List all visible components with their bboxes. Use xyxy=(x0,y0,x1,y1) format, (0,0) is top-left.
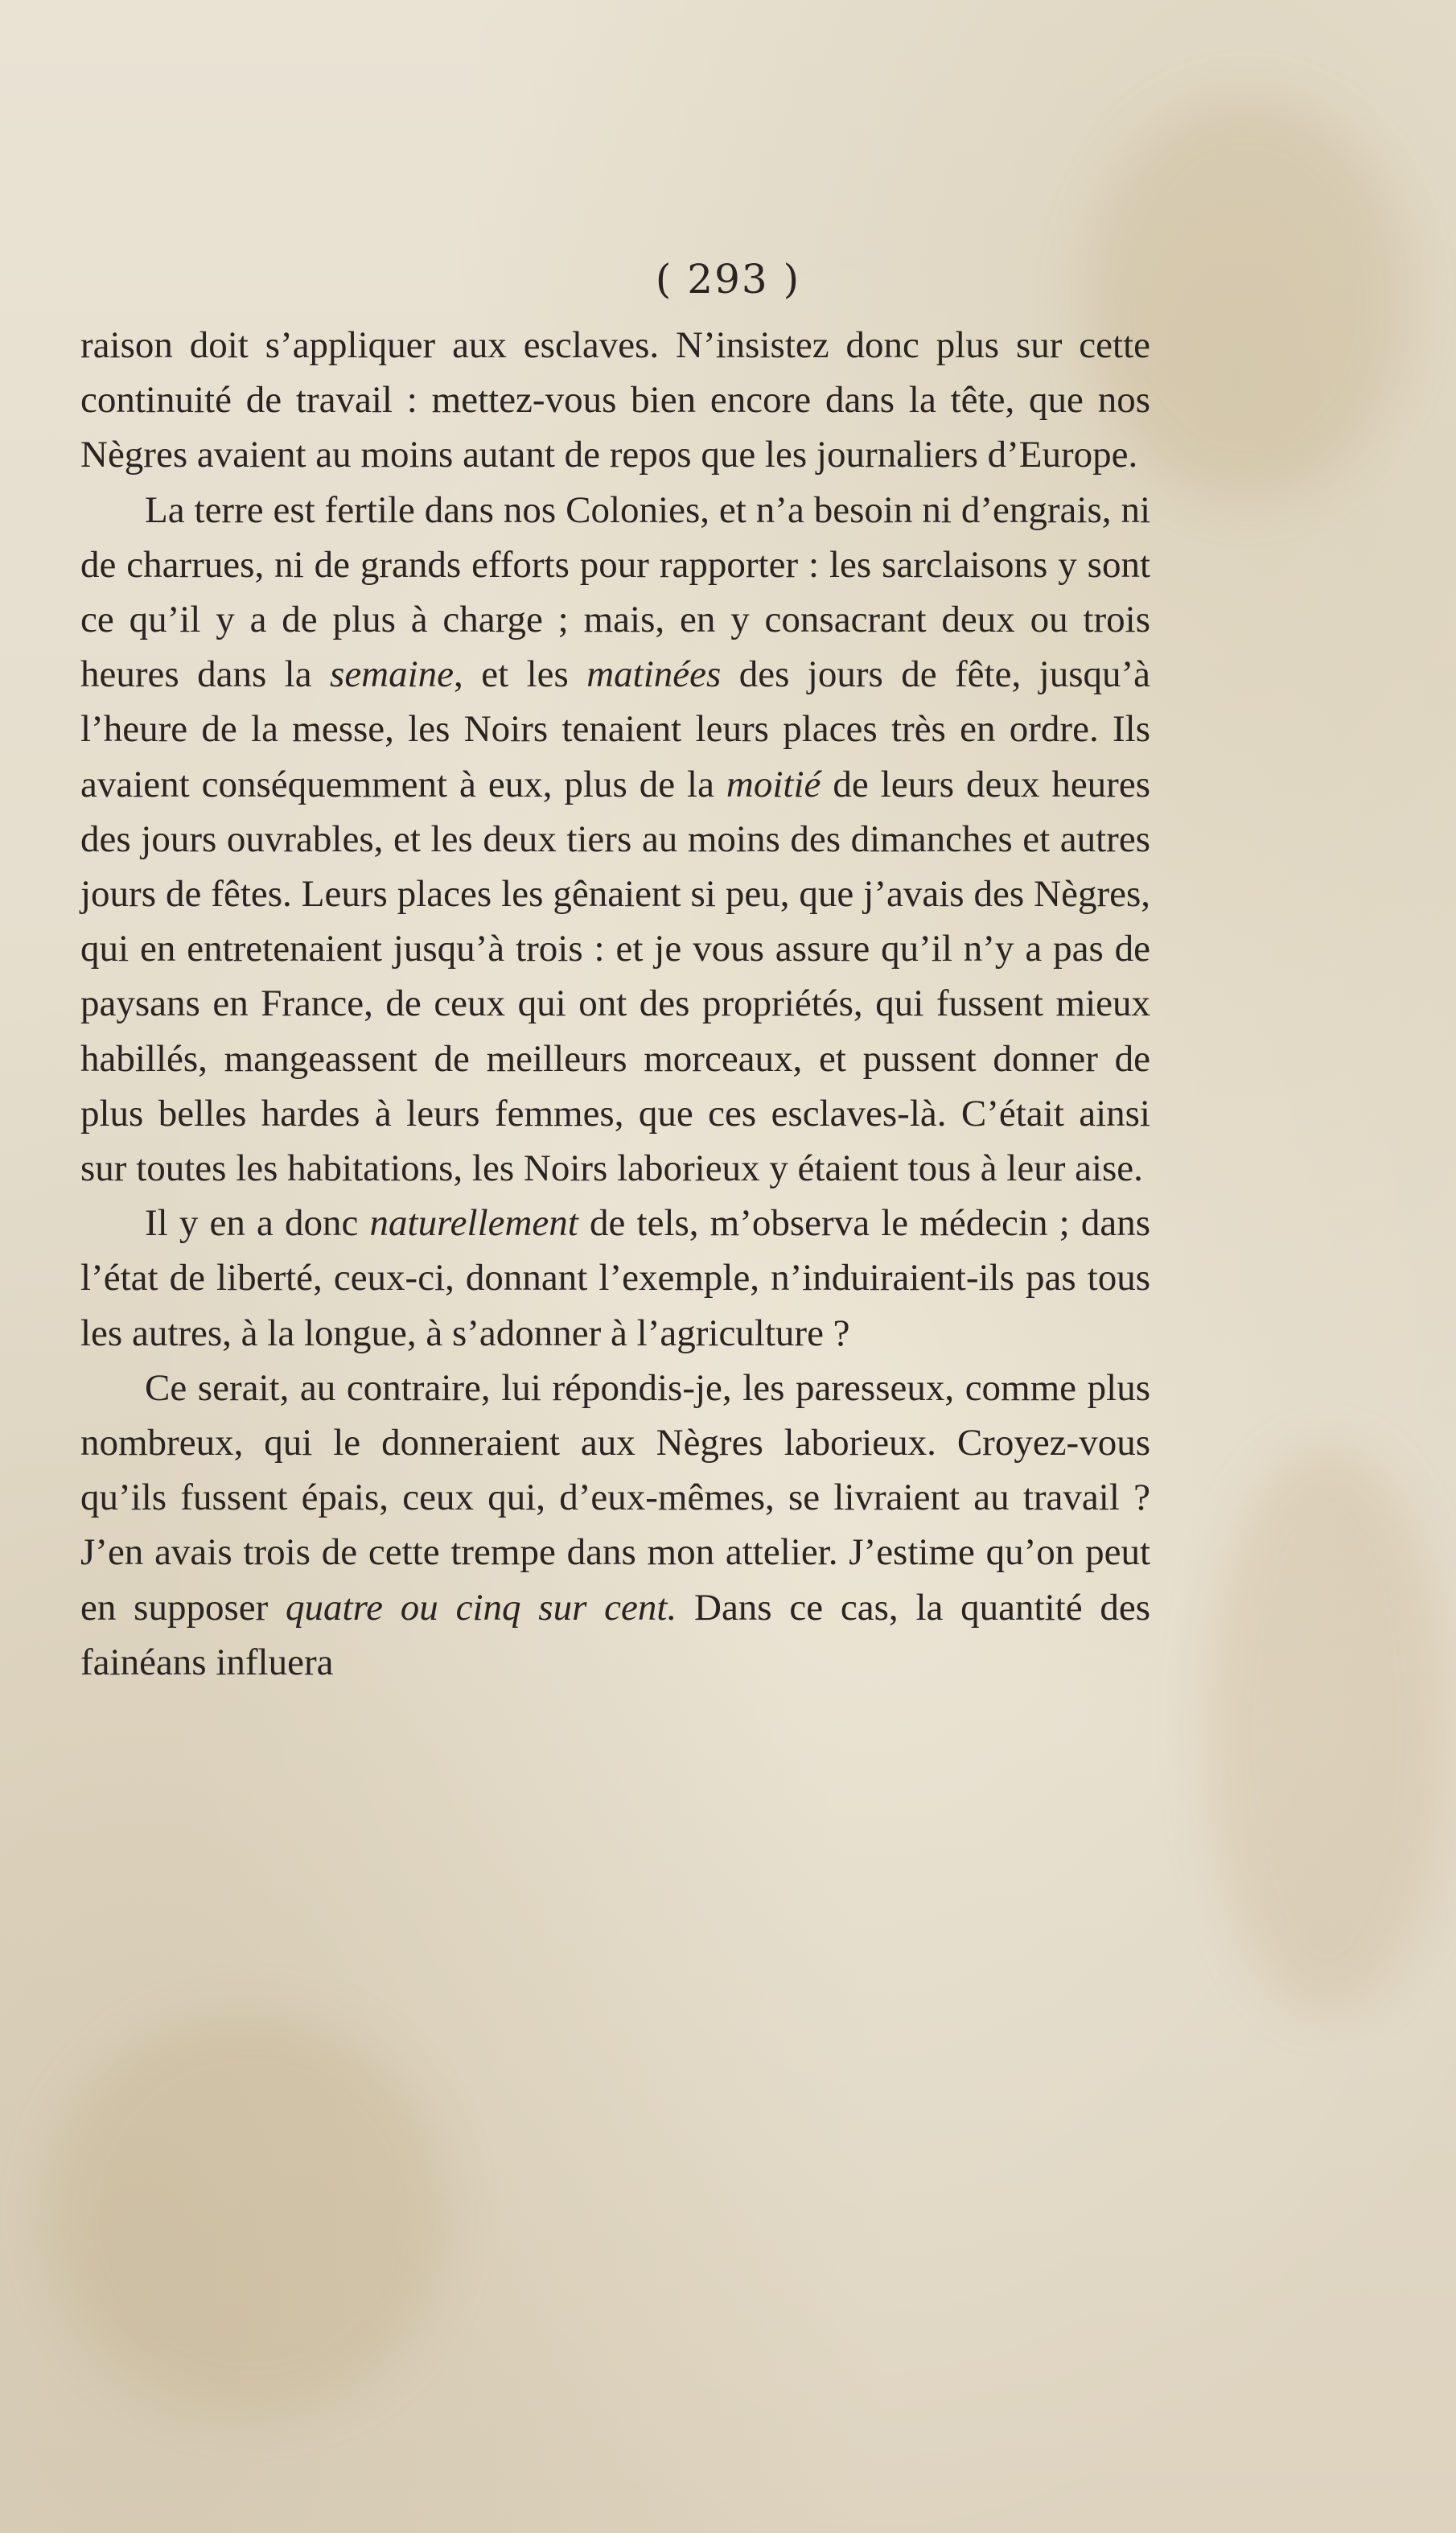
text-segment: Il y en a donc xyxy=(145,1202,370,1245)
italic-text: quatre ou cinq sur cent. xyxy=(286,1586,677,1629)
page-number: ( 293 ) xyxy=(655,256,801,303)
italic-text: semaine xyxy=(330,653,454,696)
text-segment: Dans ce cas, la quantité des fainéans influera xyxy=(80,1586,1151,1683)
text-segment: Ce serait, au contraire, lui répondis-je, les paresseux, comme plus nombreux, qui le donneraient aux Nègres laborieux. Croyez-vous qu’ils fussent épais, ceux qui, d’eux-mêmes, se livraient au travail ? J’en avais trois de cette trempe dans mon attelier. J’estime qu’on peut en supposer xyxy=(80,1366,1150,1629)
body-text xyxy=(80,318,1150,1690)
paper-stain xyxy=(48,2012,450,2414)
paper-stain xyxy=(1207,1448,1448,2012)
paragraph xyxy=(80,483,1150,1196)
paragraph xyxy=(80,1361,1150,1690)
italic-text: moitié xyxy=(726,763,821,805)
text-segment: raison doit s’appliquer aux esclaves. N’insistez donc plus sur cette continuité de travail : mettez-vous bien encore dans la tête, que nos Nègres avaient au moins autant de repos que les journaliers d’Europe. xyxy=(80,324,1150,476)
text-segment: , et les xyxy=(454,653,587,696)
paragraph xyxy=(80,1196,1150,1361)
text-segment: de leurs deux heures des jours ouvrables, et les deux tiers au moins des dimanches et autres jours de fêtes. Leurs places les gênaient si peu, que j’avais des Nègres, qui en entretenaient jusqu’à trois : et je vous assure qu’il n’y a pas de paysans en France, de ceux qui ont des propriétés, qui fussent mieux habillés, mangeassent de meilleurs morceaux, et pussent donner de plus belles hardes à leurs femmes, que ces esclaves-là. C’était ainsi sur toutes les habitations, les Noirs laborieux y étaient tous à leur aise. xyxy=(80,763,1150,1190)
paragraph xyxy=(80,318,1150,483)
italic-text: matinées xyxy=(586,653,722,696)
text-segment: des jours de fête, jusqu’à l’heure de la messe, les Noirs tenaient leurs places très en ordre. Ils avaient conséquemment à eux, plus de la xyxy=(80,653,1150,805)
text-segment: de tels, m’observa le médecin ; dans l’état de liberté, ceux-ci, donnant l’exemple, n’induiraient-ils pas tous les autres, à la longue, à s’adonner à l’agriculture ? xyxy=(80,1202,1150,1354)
italic-text: naturellement xyxy=(369,1202,578,1245)
text-segment: La terre est fertile dans nos Colonies, et n’a besoin ni d’engrais, ni de charrues, ni de grands efforts pour rapporter : les sarclaisons y sont ce qu’il y a de plus à charge ; mais, en y consacrant deux ou trois heures dans la xyxy=(80,488,1150,696)
